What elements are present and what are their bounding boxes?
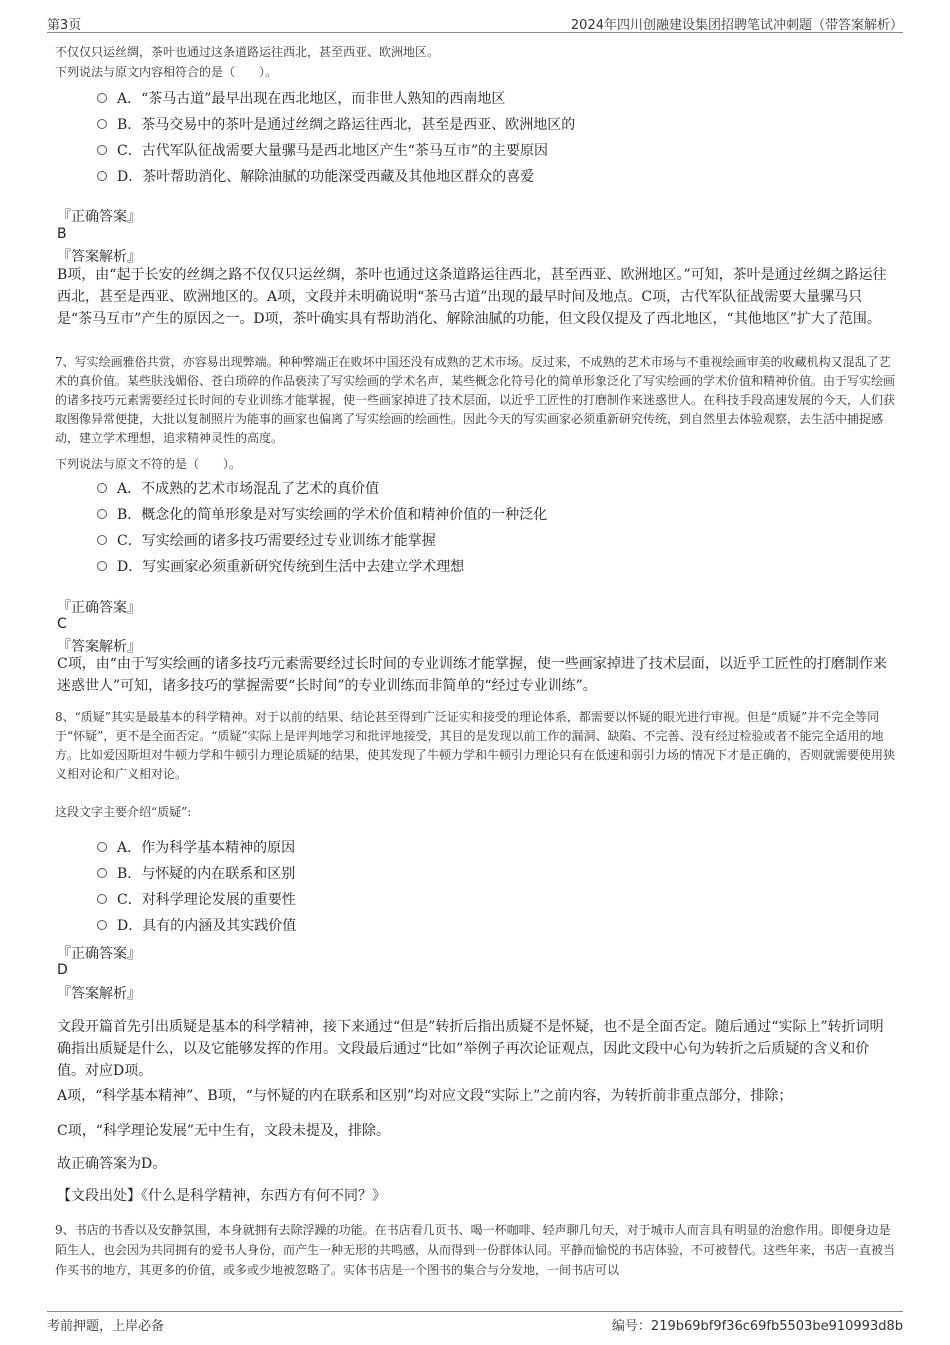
- document-title: 2024年四川创融建设集团招聘笔试冲刺题（带答案解析）: [570, 18, 903, 33]
- option-d[interactable]: D．具有的内涵及其实践价值: [97, 915, 296, 935]
- text-source: 【文段出处】《什么是科学精神，东西方有何不同？》: [57, 1188, 386, 1204]
- option-b[interactable]: B．概念化的简单形象是对写实绘画的学术价值和精神价值的一种泛化: [97, 504, 547, 524]
- analysis-paragraph: 文段开篇首先引出质疑是基本的科学精神，接下来通过“但是”转折后指出质疑不是怀疑，也不是全面否定。随后通过“实际上”转折词明确指出质疑是什么，以及它能够发挥的作用。文段最后通过“比如”举例子再次论证观点，因此文段中心句为转折之后质疑的含义和价值。对应D项。: [57, 1019, 884, 1079]
- correct-answer-label: 『正确答案』: [57, 946, 141, 962]
- option-a[interactable]: A．作为科学基本精神的原因: [97, 837, 295, 857]
- radio-icon[interactable]: [97, 483, 107, 493]
- analysis-label: 『答案解析』: [57, 249, 141, 265]
- question-prompt: 下列说法与原文内容相符合的是（ ）。: [55, 65, 278, 79]
- analysis-paragraph: A项，“科学基本精神”、B项，“与怀疑的内在联系和区别”均对应文段“实际上”之前内容，为转折前非重点部分，排除；: [57, 1088, 793, 1104]
- correct-answer-label: 『正确答案』: [57, 600, 141, 616]
- page-number: 第3页: [47, 18, 82, 33]
- option-c[interactable]: C．古代军队征战需要大量骡马是西北地区产生“茶马互市”的主要原因: [97, 140, 548, 160]
- option-b[interactable]: B．茶马交易中的茶叶是通过丝绸之路运往西北，甚至是西亚、欧洲地区的: [97, 114, 575, 134]
- correct-answer: C: [57, 616, 67, 632]
- correct-answer: D: [57, 962, 68, 978]
- radio-icon[interactable]: [97, 868, 107, 878]
- question-prompt: 这段文字主要介绍“质疑”:: [55, 805, 192, 819]
- radio-icon[interactable]: [97, 119, 107, 129]
- passage-tail: 不仅仅只运丝绸，茶叶也通过这条道路运往西北，甚至西亚、欧洲地区。: [55, 45, 440, 59]
- radio-icon[interactable]: [97, 894, 107, 904]
- option-c[interactable]: C．对科学理论发展的重要性: [97, 889, 296, 909]
- option-b[interactable]: B．与怀疑的内在联系和区别: [97, 863, 295, 883]
- question-passage: 7、写实绘画雅俗共赏，亦容易出现弊端。种种弊端正在败坏中国还没有成熟的艺术市场。反过来，不成熟的艺术市场与不重视绘画审美的收藏机构又混乱了艺术的真价值。某些肤浅媚俗、苍白琐碎的作品亵渎了写实绘画的学术名声，某些概念化符号化的简单形象泛化了写实绘画的学术价值和精神价值。由于写实绘画的诸多技巧元素需要经过长时间的专业训练才能掌握，使一些画家掉进了技术层面，以近乎工匠性的打磨制作来迷惑世人。在科技手段高速发展的今天，人们获取图像异常便捷，大批以复制照片为能事的画家也偏离了写实绘画的绘画性。因此今天的写实画家必须重新研究传统，到自然里去体验观察，去生活中捕捉感动，建立学术理想，追求精神灵性的高度。: [55, 355, 896, 445]
- correct-answer: B: [57, 226, 67, 242]
- radio-icon[interactable]: [97, 561, 107, 571]
- option-c[interactable]: C．写实绘画的诸多技巧需要经过专业训练才能掌握: [97, 530, 436, 550]
- analysis-paragraph: 故正确答案为D。: [57, 1156, 167, 1172]
- page-header: [47, 12, 903, 33]
- page-footer: [47, 1311, 903, 1334]
- radio-icon[interactable]: [97, 509, 107, 519]
- radio-icon[interactable]: [97, 535, 107, 545]
- analysis-label: 『答案解析』: [57, 986, 141, 1002]
- radio-icon[interactable]: [97, 171, 107, 181]
- radio-icon[interactable]: [97, 920, 107, 930]
- option-a[interactable]: A．“茶马古道”最早出现在西北地区，而非世人熟知的西南地区: [97, 88, 505, 108]
- correct-answer-label: 『正确答案』: [57, 209, 141, 225]
- option-a[interactable]: A．不成熟的艺术市场混乱了艺术的真价值: [97, 478, 379, 498]
- radio-icon[interactable]: [97, 93, 107, 103]
- radio-icon[interactable]: [97, 842, 107, 852]
- question-prompt: 下列说法与原文不符的是（ ）。: [55, 457, 242, 471]
- radio-icon[interactable]: [97, 145, 107, 155]
- question-passage: 8、“质疑”其实是最基本的科学精神。对于以前的结果、结论甚至得到广泛证实和接受的理论体系，都需要以怀疑的眼光进行审视。但是“质疑”并不完全等同于“怀疑”，更不是全面否定。“质疑”实际上是评判地学习和批评地接受，其目的是发现以前工作的漏洞、缺陷、不完善、没有经过检验或者不能完全适用的地方。比如爱因斯坦对牛顿力学和牛顿引力理论质疑的结果，使其发现了牛顿力学和牛顿引力理论只有在低速和弱引力场的情况下才是正确的，否则就需要使用狭义相对论和广义相对论。: [55, 710, 896, 781]
- option-d[interactable]: D．茶叶帮助消化、解除油腻的功能深受西藏及其他地区群众的喜爱: [97, 166, 534, 186]
- analysis-paragraph: C项，“科学理论发展”无中生有，文段未提及，排除。: [57, 1123, 391, 1139]
- option-d[interactable]: D．写实画家必须重新研究传统到生活中去建立学术理想: [97, 556, 464, 576]
- footer-slogan: 考前押题，上岸必备: [47, 1319, 165, 1334]
- analysis-text: C项，由“由于写实绘画的诸多技巧元素需要经过长时间的专业训练才能掌握，使一些画家掉进了技术层面，以近乎工匠性的打磨制作来迷惑世人”可知，诸多技巧的掌握需要“长时间”的专业训练而非简单的“经过专业训练”。: [57, 656, 887, 694]
- analysis-text: B项，由“起于长安的丝绸之路不仅仅只运丝绸，茶叶也通过这条道路运往西北，甚至西亚、欧洲地区。”可知，茶叶是通过丝绸之路运往西北，甚至是西亚、欧洲地区的。A项，文段并未明确说明“茶马古道”出现的最早时间及地点。C项，古代军队征战需要大量骡马只是“茶马互市”产生的原因之一。D项，茶叶确实具有帮助消化、解除油腻的功能，但文段仅提及了西北地区，“其他地区”扩大了范围。: [57, 267, 887, 327]
- analysis-label: 『答案解析』: [57, 639, 141, 655]
- document-code: 编号：219b69bf9f36c69fb5503be910993d8b: [611, 1319, 903, 1334]
- question-passage: 9、书店的书香以及安静氛围，本身就拥有去除浮躁的功能。在书店看几页书、喝一杯咖啡、轻声聊几句天，对于城市人而言具有明显的治愈作用。即便身边是陌生人，也会因为共同拥有的爱书人身份，而产生一种无形的共鸣感，从而得到一份群体认同。平静而愉悦的书店体验，不可被替代。这些年来，书店一直被当作买书的地方，其更多的价值，或多或少地被忽略了。实体书店是一个图书的集合与分发地，一间书店可以: [55, 1223, 896, 1277]
